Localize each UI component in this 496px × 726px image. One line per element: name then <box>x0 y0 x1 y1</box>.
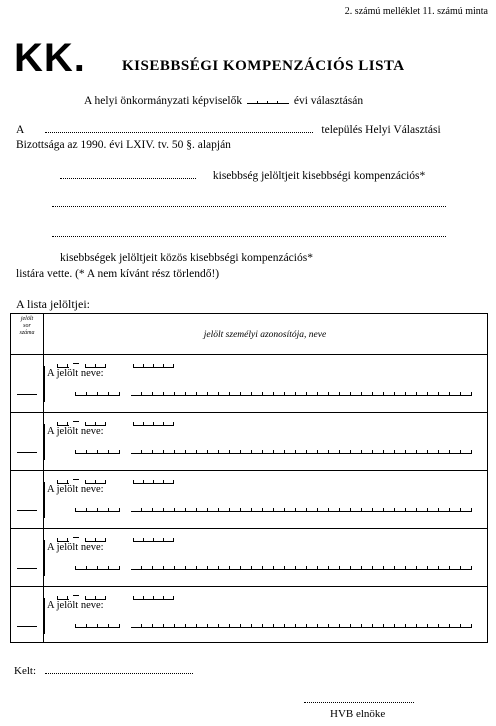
name-tick <box>284 624 285 628</box>
name-tick <box>240 508 241 512</box>
id-separator <box>73 537 79 538</box>
name-tick <box>284 450 285 454</box>
date-label: Kelt: <box>14 665 36 677</box>
intro-line-3: Bizottsága az 1990. évi LXIV. tv. 50 §. alapján <box>16 139 231 151</box>
name-tick <box>163 624 164 628</box>
name-tick <box>240 450 241 454</box>
name-tick <box>152 450 153 454</box>
name-tick <box>284 392 285 396</box>
id-separator <box>73 363 79 364</box>
intro-line-2-prefix: A <box>16 124 24 136</box>
name-segment <box>131 395 471 396</box>
personal-id-field[interactable] <box>47 358 227 368</box>
date-line <box>14 665 193 677</box>
id-tick <box>153 422 154 426</box>
name-segment <box>131 569 471 570</box>
candidate-name-field[interactable] <box>67 502 479 512</box>
id-tick <box>105 596 106 600</box>
name-tick <box>427 450 428 454</box>
personal-id-field[interactable] <box>47 474 227 484</box>
row-number-field[interactable] <box>17 510 37 511</box>
id-tick <box>133 480 134 484</box>
name-tick <box>185 566 186 570</box>
name-tick <box>405 508 406 512</box>
name-tick <box>460 566 461 570</box>
name-tick <box>416 508 417 512</box>
name-tick <box>108 508 109 512</box>
name-tick <box>339 566 340 570</box>
candidate-name-label: A jelölt neve: <box>47 542 104 553</box>
name-tick <box>229 508 230 512</box>
name-tick <box>97 392 98 396</box>
col-number-header-line-2: sor <box>23 323 31 329</box>
id-tick <box>143 480 144 484</box>
id-tick <box>163 538 164 542</box>
id-tick <box>133 422 134 426</box>
name-tick <box>196 508 197 512</box>
name-tick <box>383 392 384 396</box>
name-tick <box>207 624 208 628</box>
intro-line-1 <box>84 94 363 107</box>
intro-line-4 <box>60 170 425 182</box>
name-tick <box>317 450 318 454</box>
name-tick <box>163 450 164 454</box>
id-tick <box>153 480 154 484</box>
settlement-field[interactable] <box>45 132 313 133</box>
minority-name-field[interactable] <box>60 178 196 179</box>
year-field[interactable] <box>245 94 291 104</box>
candidate-name-field[interactable] <box>67 444 479 454</box>
name-tick <box>163 566 164 570</box>
id-tick <box>163 596 164 600</box>
name-tick <box>449 508 450 512</box>
name-tick <box>196 624 197 628</box>
name-tick <box>262 566 263 570</box>
personal-id-field[interactable] <box>47 416 227 426</box>
id-separator <box>73 479 79 480</box>
name-tick <box>251 508 252 512</box>
name-tick <box>240 392 241 396</box>
name-tick <box>471 508 472 512</box>
name-tick <box>207 508 208 512</box>
name-tick <box>394 392 395 396</box>
name-tick <box>141 508 142 512</box>
id-tick <box>173 364 174 368</box>
name-tick <box>229 450 230 454</box>
name-tick <box>119 566 120 570</box>
name-tick <box>306 392 307 396</box>
name-tick <box>185 508 186 512</box>
name-tick <box>449 566 450 570</box>
name-tick <box>383 508 384 512</box>
name-tick <box>240 624 241 628</box>
intro-line-4-text: kisebbség jelöltjeit kisebbségi kompenzációs* <box>212 170 426 182</box>
name-tick <box>196 450 197 454</box>
name-tick <box>394 566 395 570</box>
candidate-name-label: A jelölt neve: <box>47 368 104 379</box>
name-tick <box>119 508 120 512</box>
name-tick <box>295 392 296 396</box>
row-number-field[interactable] <box>17 626 37 627</box>
name-tick <box>75 566 76 570</box>
name-tick <box>251 392 252 396</box>
name-tick <box>438 508 439 512</box>
name-tick <box>471 450 472 454</box>
name-tick <box>141 450 142 454</box>
name-tick <box>317 392 318 396</box>
name-tick <box>339 392 340 396</box>
id-tick <box>143 364 144 368</box>
name-tick <box>284 508 285 512</box>
name-tick <box>372 508 373 512</box>
name-tick <box>317 624 318 628</box>
minority-names-field-2[interactable] <box>52 236 446 237</box>
name-tick <box>416 450 417 454</box>
name-tick <box>97 566 98 570</box>
name-tick <box>328 450 329 454</box>
name-tick <box>438 624 439 628</box>
id-tick <box>105 480 106 484</box>
name-tick <box>306 508 307 512</box>
name-tick <box>207 450 208 454</box>
name-tick <box>218 450 219 454</box>
name-tick <box>218 508 219 512</box>
id-separator <box>73 595 79 596</box>
name-tick <box>108 566 109 570</box>
name-tick <box>350 392 351 396</box>
name-tick <box>273 392 274 396</box>
name-tick <box>75 450 76 454</box>
name-tick <box>361 508 362 512</box>
name-tick <box>163 392 164 396</box>
id-tick <box>153 364 154 368</box>
id-tick <box>173 422 174 426</box>
name-tick <box>119 624 120 628</box>
id-separator <box>73 421 79 422</box>
id-tick <box>173 596 174 600</box>
col-id-name-header: jelölt személyi azonosítója, neve <box>203 330 327 340</box>
name-tick <box>328 392 329 396</box>
name-tick <box>86 392 87 396</box>
name-segment <box>131 627 471 628</box>
name-tick <box>361 566 362 570</box>
name-tick <box>460 624 461 628</box>
name-tick <box>295 566 296 570</box>
intro-line-1-before: A helyi önkormányzati képviselők <box>84 95 243 107</box>
name-tick <box>405 450 406 454</box>
id-tick <box>173 480 174 484</box>
id-tick <box>163 422 164 426</box>
name-tick <box>86 566 87 570</box>
name-tick <box>174 508 175 512</box>
name-tick <box>273 566 274 570</box>
intro-line-2-suffix: település Helyi Választási <box>321 124 441 136</box>
name-tick <box>97 624 98 628</box>
name-tick <box>383 450 384 454</box>
name-tick <box>141 624 142 628</box>
name-tick <box>328 566 329 570</box>
name-tick <box>163 508 164 512</box>
name-tick <box>471 392 472 396</box>
id-tick <box>173 538 174 542</box>
name-tick <box>317 508 318 512</box>
date-field[interactable] <box>45 673 193 674</box>
name-tick <box>306 450 307 454</box>
name-tick <box>416 392 417 396</box>
name-tick <box>295 508 296 512</box>
name-tick <box>251 450 252 454</box>
name-tick <box>97 508 98 512</box>
table-row <box>11 586 487 644</box>
name-tick <box>361 450 362 454</box>
name-tick <box>383 624 384 628</box>
name-tick <box>416 624 417 628</box>
name-tick <box>427 508 428 512</box>
name-tick <box>251 566 252 570</box>
candidate-name-field[interactable] <box>67 386 479 396</box>
name-tick <box>361 624 362 628</box>
name-tick <box>174 450 175 454</box>
personal-id-field[interactable] <box>47 590 227 600</box>
id-tick <box>133 364 134 368</box>
row-number-field[interactable] <box>17 568 37 569</box>
name-tick <box>185 624 186 628</box>
name-tick <box>262 450 263 454</box>
id-tick <box>143 596 144 600</box>
name-tick <box>119 450 120 454</box>
annex-note: 2. számú melléklet 11. számú minta <box>344 6 488 17</box>
name-tick <box>86 450 87 454</box>
col-number-header-line-1: jelölt <box>20 316 34 322</box>
name-tick <box>328 624 329 628</box>
name-tick <box>427 392 428 396</box>
id-tick <box>133 596 134 600</box>
id-tick <box>105 538 106 542</box>
name-tick <box>207 566 208 570</box>
name-tick <box>405 566 406 570</box>
id-tick <box>143 538 144 542</box>
candidate-name-field[interactable] <box>67 618 479 628</box>
name-tick <box>262 624 263 628</box>
table-row <box>11 412 487 471</box>
name-tick <box>460 450 461 454</box>
name-segment <box>131 511 471 512</box>
name-tick <box>174 566 175 570</box>
name-tick <box>273 450 274 454</box>
table-row <box>11 354 487 413</box>
name-tick <box>295 450 296 454</box>
name-tick <box>449 392 450 396</box>
name-tick <box>372 624 373 628</box>
page-title: KISEBBSÉGI KOMPENZÁCIÓS LISTA <box>122 58 405 74</box>
table-header <box>11 314 487 355</box>
name-tick <box>460 508 461 512</box>
intro-line-8: listára vette. (* A nem kívánt rész törlendő!) <box>16 268 220 280</box>
name-tick <box>306 624 307 628</box>
id-tick <box>153 538 154 542</box>
name-tick <box>196 392 197 396</box>
name-tick <box>141 566 142 570</box>
id-tick <box>153 596 154 600</box>
name-tick <box>152 392 153 396</box>
name-tick <box>372 566 373 570</box>
name-tick <box>295 624 296 628</box>
name-tick <box>218 624 219 628</box>
name-tick <box>218 566 219 570</box>
name-tick <box>207 392 208 396</box>
name-tick <box>108 624 109 628</box>
intro-line-1-after: évi választásán <box>293 95 364 107</box>
name-tick <box>416 566 417 570</box>
name-tick <box>262 392 263 396</box>
name-tick <box>449 624 450 628</box>
list-label: A lista jelöltjei: <box>16 297 90 311</box>
name-tick <box>152 624 153 628</box>
name-tick <box>438 450 439 454</box>
name-tick <box>229 624 230 628</box>
name-tick <box>240 566 241 570</box>
row-number-field[interactable] <box>17 452 37 453</box>
name-tick <box>339 624 340 628</box>
candidate-name-label: A jelölt neve: <box>47 426 104 437</box>
candidate-name-label: A jelölt neve: <box>47 484 104 495</box>
col-number-header-line-3: száma <box>19 330 35 336</box>
candidate-name-field[interactable] <box>67 560 479 570</box>
id-tick <box>105 422 106 426</box>
name-tick <box>97 450 98 454</box>
name-tick <box>229 392 230 396</box>
name-tick <box>141 392 142 396</box>
name-tick <box>86 624 87 628</box>
name-tick <box>86 508 87 512</box>
form-code: KK. <box>14 36 86 80</box>
name-tick <box>427 566 428 570</box>
name-tick <box>108 392 109 396</box>
name-tick <box>75 392 76 396</box>
name-tick <box>75 624 76 628</box>
name-tick <box>273 624 274 628</box>
name-tick <box>460 392 461 396</box>
name-tick <box>328 508 329 512</box>
name-tick <box>361 392 362 396</box>
name-tick <box>427 624 428 628</box>
name-tick <box>339 508 340 512</box>
name-tick <box>372 392 373 396</box>
name-tick <box>405 392 406 396</box>
id-tick <box>163 364 164 368</box>
name-tick <box>174 392 175 396</box>
name-tick <box>394 624 395 628</box>
name-tick <box>350 624 351 628</box>
name-tick <box>350 566 351 570</box>
name-tick <box>75 508 76 512</box>
name-tick <box>185 392 186 396</box>
name-tick <box>119 392 120 396</box>
id-tick <box>143 422 144 426</box>
name-tick <box>339 450 340 454</box>
name-tick <box>394 450 395 454</box>
name-tick <box>262 508 263 512</box>
row-number-field[interactable] <box>17 394 37 395</box>
minority-names-field-1[interactable] <box>52 206 446 207</box>
name-tick <box>284 566 285 570</box>
id-tick <box>105 364 106 368</box>
name-tick <box>405 624 406 628</box>
name-tick <box>218 392 219 396</box>
name-segment <box>131 453 471 454</box>
name-tick <box>317 566 318 570</box>
name-tick <box>108 450 109 454</box>
id-tick <box>163 480 164 484</box>
candidate-name-label: A jelölt neve: <box>47 600 104 611</box>
name-tick <box>196 566 197 570</box>
intro-line-2 <box>16 124 441 136</box>
name-tick <box>273 508 274 512</box>
candidate-table <box>10 313 488 643</box>
name-tick <box>185 450 186 454</box>
name-tick <box>251 624 252 628</box>
name-tick <box>229 566 230 570</box>
name-tick <box>152 508 153 512</box>
name-tick <box>438 392 439 396</box>
name-tick <box>152 566 153 570</box>
name-tick <box>350 450 351 454</box>
name-tick <box>471 566 472 570</box>
id-tick <box>133 538 134 542</box>
name-tick <box>449 450 450 454</box>
name-tick <box>372 450 373 454</box>
name-tick <box>394 508 395 512</box>
name-tick <box>471 624 472 628</box>
name-tick <box>350 508 351 512</box>
signature-field[interactable] <box>304 702 414 703</box>
name-tick <box>438 566 439 570</box>
name-tick <box>383 566 384 570</box>
name-tick <box>306 566 307 570</box>
table-row <box>11 528 487 587</box>
name-tick <box>174 624 175 628</box>
table-row <box>11 470 487 529</box>
personal-id-field[interactable] <box>47 532 227 542</box>
signature-label: HVB elnöke <box>330 708 386 720</box>
intro-line-7: kisebbségek jelöltjeit közös kisebbségi kompenzációs* <box>60 252 313 264</box>
col-number-header <box>11 316 43 337</box>
